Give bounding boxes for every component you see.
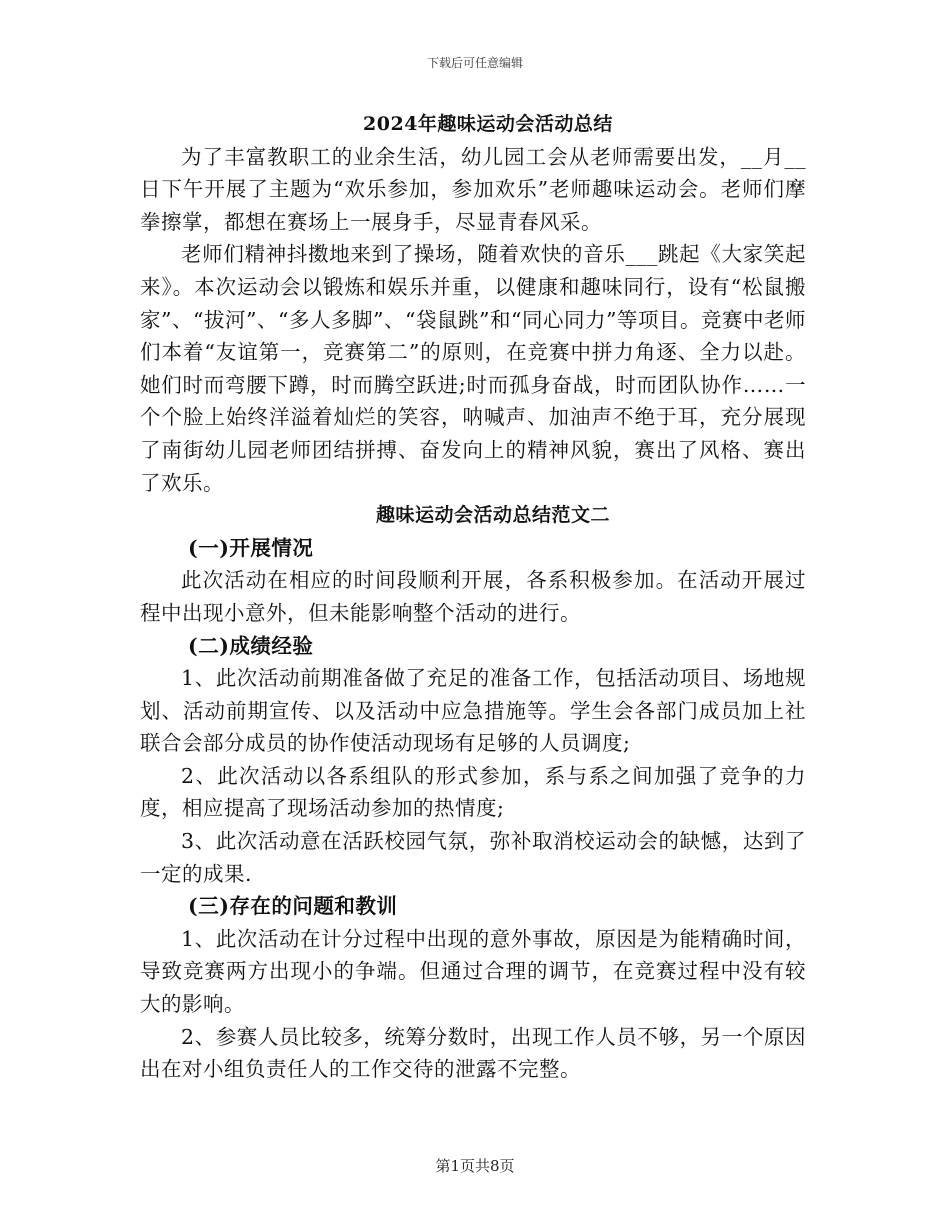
paragraph: 1、此次活动在计分过程中出现的意外事故，原因是为能精确时间，导致竞赛两方出现小的争端。但通过合理的调节，在竞赛过程中没有较大的影响。 <box>140 926 806 1017</box>
paragraph: 此次活动在相应的时间段顺利开展，各系积极参加。在活动开展过程中出现小意外，但未能影响整个活动的进行。 <box>140 568 806 625</box>
paragraph: 2、此次活动以各系组队的形式参加，系与系之间加强了竞争的力度，相应提高了现场活动参加的热情度; <box>140 763 806 821</box>
paragraph: 1、此次活动前期准备做了充足的准备工作，包括活动项目、场地规划、活动前期宣传、以及活动中应急措施等。学生会各部门成员加上社联合会部分成员的协作使活动现场有足够的人员调度; <box>140 666 806 756</box>
section-heading: (一)开展情况 <box>188 535 314 560</box>
paragraph: 老师们精神抖擞地来到了操场，随着欢快的音乐___跳起《大家笑起来》。本次运动会以锻炼和娱乐并重，以健康和趣味同行，设有“松鼠搬家”、“拔河”、“多人多脚”、“袋鼠跳”和“同心同力”等项目。竞赛中老师们本着“友谊第一，竞赛第二”的原则，在竞赛中拼力角逐、全力以赴。她们时而弯腰下蹲，时而腾空跃进;时而孤身奋战，时而团队协作……一个个脸上始终洋溢着灿烂的笑容，呐喊声、加油声不绝于耳，充分展现了南街幼儿园老师团结拼搏、奋发向上的精神风貌，赛出了风格、赛出了欢乐。 <box>140 242 806 495</box>
section-heading: (二)成绩经验 <box>188 633 314 658</box>
section-heading: (三)存在的问题和教训 <box>188 894 398 919</box>
document-subtitle: 趣味运动会活动总结范文二 <box>375 504 610 527</box>
document-body <box>140 108 806 1086</box>
paragraph: 2、参赛人员比较多，统筹分数时，出现工作人员不够，另一个原因出在对小组负责任人的工作交待的泄露不完整。 <box>140 1024 806 1082</box>
paragraph: 3、此次活动意在活跃校园气氛，弥补取消校运动会的缺憾，达到了一定的成果. <box>140 829 806 886</box>
document-title: 2024年趣味运动会活动总结 <box>363 113 613 135</box>
header-note: 下载后可任意编辑 <box>426 56 523 70</box>
page-footer: 第1页共8页 <box>435 1157 515 1175</box>
paragraph: 为了丰富教职工的业余生活，幼儿园工会从老师需要出发，__月__日下午开展了主题为“欢乐参加，参加欢乐”老师趣味运动会。老师们摩拳擦掌，都想在赛场上一展身手，尽显青春风采。 <box>140 144 806 234</box>
